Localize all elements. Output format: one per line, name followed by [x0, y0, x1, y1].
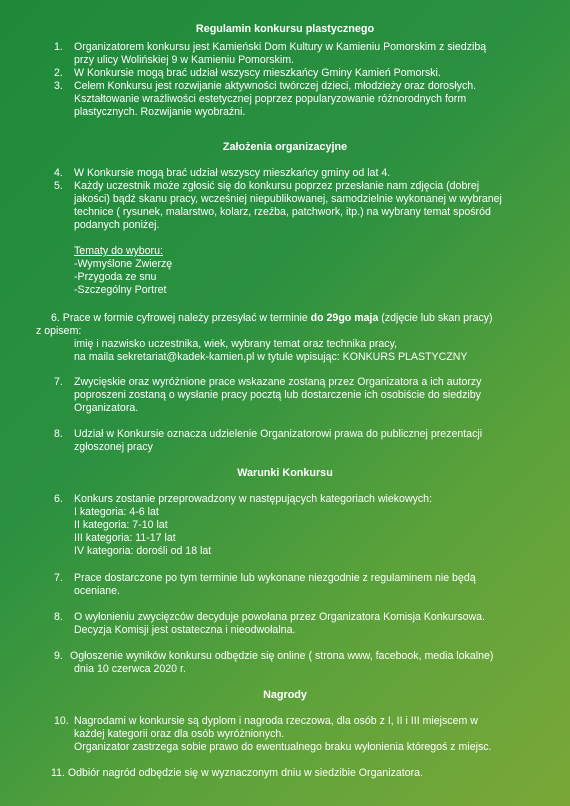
deadline-text: do 29go maja [310, 312, 379, 324]
item-text-line: Ogłoszenie wyników konkursu odbędzie się online ( strona www, facebook, media lokalne) [70, 650, 494, 662]
item-number: 5. [54, 180, 63, 192]
item-text-line: Organizatora. [74, 402, 139, 414]
item-text-line: Organizatorem konkursu jest Kamieński Dom Kultury w Kamieniu Pomorskim z siedzibą [74, 41, 487, 53]
topic-item: -Wymyślone Zwierzę [74, 258, 173, 270]
topic-item: -Przygoda ze snu [74, 271, 157, 283]
item-number: 2. [54, 67, 63, 79]
item-text-line: Konkurs zostanie przeprowadzony w następujących kategoriach wiekowych: [74, 493, 433, 505]
category-line: IV kategoria: dorośli od 18 lat [74, 545, 212, 557]
item-text-line: Kształtowanie wrażliwości estetycznej poprzez popularyzowanie różnorodnych form [74, 93, 467, 105]
item-text-line: O wyłonieniu zwycięzców decyduje powołana przez Organizatora Komisja Konkursowa. [74, 611, 485, 623]
item-text-line: plastycznych. Rozwijanie wyobraźni. [74, 106, 246, 118]
category-line: III kategoria: 11-17 lat [74, 532, 176, 544]
item-text-line: poproszeni zostaną o wysłanie pracy pocztą lub dostarczenie ich osobiście do siedziby [74, 389, 481, 401]
item-text-line: Organizator zastrzega sobie prawo do ewentualnego braku wyłonienia któregoś z miejsc. [74, 741, 492, 753]
item-text-line: Prace dostarczone po tym terminie lub wykonane niezgodnie z regulaminem nie będą [74, 572, 476, 584]
item-text-line: podanych poniżej. [74, 219, 160, 231]
item-text-line: z opisem: [36, 325, 82, 337]
item-number: 1. [54, 41, 63, 53]
item-text-line: imię i nazwisko uczestnika, wiek, wybrany temat oraz technika pracy, [74, 338, 398, 350]
item-text-line: Odbiór nagród odbędzie się w wyznaczonym dniu w siedzibie Organizatora. [67, 767, 423, 779]
item-number: 9. [54, 650, 63, 662]
item-number: 3. [54, 80, 63, 92]
item-number: 11. [51, 767, 65, 779]
item-number: 7. [54, 572, 63, 584]
item-number: 10. [54, 715, 69, 727]
list-item-11 [51, 767, 561, 780]
item-text-line: dnia 10 czerwca 2020 r. [74, 663, 186, 675]
item-text-line: Udział w Konkursie oznacza udzielenie Organizatorowi prawa do publicznej prezentacji [74, 428, 483, 440]
item-text-line: przy ulicy Wolińskiej 9 w Kamieniu Pomorskim. [74, 54, 294, 66]
item-text-line: Celem Konkursu jest rozwijanie aktywności twórczej dzieci, młodzieży oraz dorosłych. [74, 80, 477, 92]
category-line: II kategoria: 7-10 lat [74, 519, 168, 531]
item-number: 6. [54, 493, 63, 505]
section-heading-conditions: Warunki Konkursu [237, 467, 333, 479]
item-text-line: Decyzja Komisji jest ostateczna i nieodwołalna. [74, 624, 296, 636]
topics-label: Tematy do wyboru: [74, 245, 163, 257]
item-text-line: Zwycięskie oraz wyróżnione prace wskazane zostaną przez Organizatora a ich autorzy [74, 376, 482, 388]
section-heading-prizes: Nagrody [263, 689, 307, 701]
item-text-line: Każdy uczestnik może zgłosić się do konkursu poprzez przesłanie nam zdjęcia (dobrej [74, 180, 480, 192]
item-number: 7. [54, 376, 63, 388]
section-heading-organization: Założenia organizacyjne [222, 141, 348, 153]
item-text-line: Nagrodami w konkursie są dyplom i nagroda rzeczowa, dla osób z I, II i III miejscem w [74, 715, 478, 727]
item-number: 6. [51, 312, 60, 324]
email-line: na maila sekretariat@kadek-kamien.pl w tytule wpisując: KONKURS PLASTYCZNY [74, 351, 468, 363]
item-text-post: (zdjęcie lub skan pracy) [378, 312, 493, 324]
item-text-line: oceniane. [74, 585, 120, 597]
topic-item: -Szczególny Portret [74, 284, 167, 296]
topics-list [74, 245, 172, 297]
list-item-6 [36, 312, 556, 364]
item-text-line: każdej kategorii oraz dla osób wyróżnionych. [74, 728, 285, 740]
item-number: 4. [54, 167, 63, 179]
item-number: 8. [54, 428, 63, 440]
item-text-line: technice ( rysunek, malarstwo, kolarz, rzeźba, patchwork, itp.) na wybrany temat spośród [74, 206, 491, 218]
item-text-line: jakości) bądź skanu pracy, wcześniej niepublikowanej, samodzielnie wykonanej w wybranej [74, 193, 502, 205]
category-line: I kategoria: 4-6 lat [74, 506, 159, 518]
item-text-line: W Konkursie mogą brać udział wszyscy mieszkańcy Gminy Kamień Pomorski. [74, 67, 441, 79]
page-title: Regulamin konkursu plastycznego [195, 23, 375, 35]
item-text-pre: Prace w formie cyfrowej należy przesyłać w terminie [62, 312, 311, 324]
item-text-line: W Konkursie mogą brać udział wszyscy mieszkańcy gminy od lat 4. [74, 167, 391, 179]
item-text-line: zgłoszonej pracy [74, 441, 153, 453]
item-number: 8. [54, 611, 63, 623]
